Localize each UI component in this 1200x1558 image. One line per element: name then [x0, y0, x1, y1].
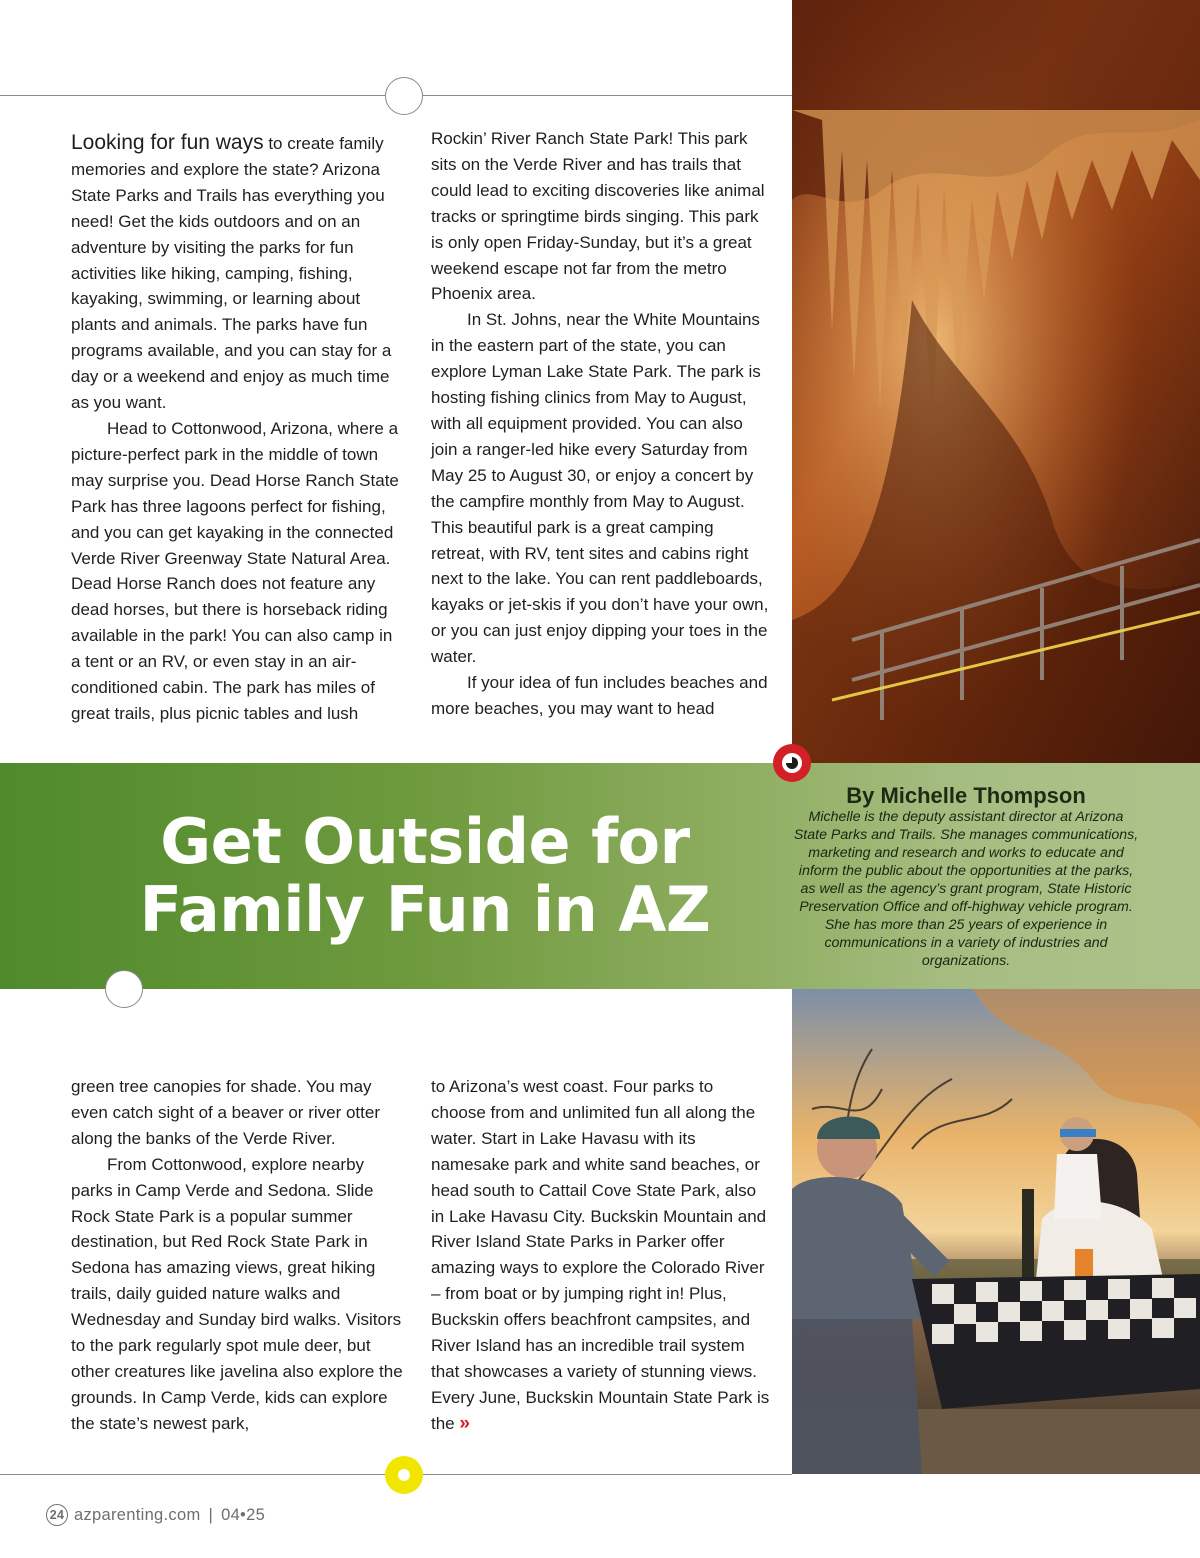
article-paragraph: In St. Johns, near the White Mountains in the eastern part of the state, you can explore Lyman Lake State Park. The park is hosting fishing clinics from May to August, with all equipment provided. You can also join a ranger-led hike every Saturday from May 25 to August 30, or enjoy a concert by the campfire monthly from May to August. This beautiful park is a great camping retreat, with RV, tent sites and cabins right next to the lake. You can rent paddleboards, kayaks or jet-skis if you don’t have your own, or you can just enjoy dipping your toes in the water.: [431, 310, 769, 667]
footer-site-link[interactable]: azparenting.com: [74, 1505, 201, 1524]
article-paragraph: Head to Cottonwood, Arizona, where a picture-perfect park in the middle of town may surprise you. Dead Horse Ranch State Park has three lagoons perfect for fishing, and you can get kayaking in the connected Verde River Greenway State Natural Area. Dead Horse Ranch does not feature any dead horses, but there is horseback riding available in the park! You can also camp in a tent or an RV, or even stay in an air-conditioned cabin. The park has miles of great trails, plus picnic tables and lush: [71, 418, 399, 723]
decorative-ring-top: [385, 77, 423, 115]
article-column-2-bottom: [431, 1074, 771, 1437]
article-paragraph: From Cottonwood, explore nearby parks in Camp Verde and Sedona. Slide Rock State Park is a popular summer destination, but Red Rock State Park in Sedona has amazing views, great hiking trails, daily guided nature walks and Wednesday and Sunday bird walks. Visitors to the park regularly spot mule deer, but other creatures like javelina also explore the grounds. In Camp Verde, kids can explore the state’s newest park,: [71, 1154, 403, 1433]
article-paragraph: green tree canopies for shade. You may even catch sight of a beaver or river otter along the banks of the Verde River.: [71, 1077, 380, 1148]
decorative-red-dot: [773, 744, 811, 782]
page-number: 24: [46, 1504, 68, 1526]
family-picnic-photo: [792, 989, 1200, 1474]
author-bio: Michelle is the deputy assistant director at Arizona State Parks and Trails. She manages communications, marketing and research and works to educate and inform the public about the opportunities at the parks, as well as the agency’s grant program, State Historic Preservation Office and off-highway vehicle program. She has more than 25 years of experience in communications in a variety of industries and organizations.: [793, 809, 1139, 969]
page-footer: [46, 1504, 265, 1526]
decorative-yellow-dot: [385, 1456, 423, 1494]
author-byline: By Michelle Thompson: [846, 783, 1086, 808]
article-paragraph: to Arizona’s west coast. Four parks to choose from and unlimited fun all along the water. Start in Lake Havasu with its namesake park and white sand beaches, or head south to Cattail Cove State Park, also in Lake Havasu City. Buckskin Mountain and River Island State Parks in Parker offer amazing ways to explore the Colorado River – from boat or by jumping right in! Plus, Buckskin offers beachfront campsites, and River Island has an incredible trail system that showcases a variety of stunning views. Every June, Buckskin Mountain State Park is the »: [431, 1077, 770, 1434]
footer-issue-date: 04•25: [221, 1505, 266, 1524]
article-paragraph: Looking for fun ways to create family memories and explore the state? Arizona State Parks and Trails has everything you need! Get the kids outdoors and on an adventure by visiting the parks for fun activities like hiking, camping, fishing, kayaking, swimming, or learning about plants and animals. The parks have fun programs available, and you can stay for a day or a weekend and enjoy as much time as you want.: [71, 131, 392, 413]
article-paragraph: If your idea of fun includes beaches and more beaches, you may want to head: [431, 673, 768, 718]
article-column-2-top: [431, 126, 771, 722]
decorative-ring-middle: [105, 970, 143, 1008]
continue-arrow-icon: »: [459, 1412, 470, 1434]
article-column-1-bottom: [71, 1074, 406, 1437]
article-headline: Get Outside for Family Fun in AZ: [139, 805, 711, 946]
lead-in: Looking for fun ways: [71, 131, 264, 154]
footer-separator: |: [208, 1505, 214, 1524]
cave-photo: [792, 0, 1200, 763]
article-column-1-top: [71, 130, 406, 727]
article-paragraph: Rockin’ River Ranch State Park! This park sits on the Verde River and has trails that could lead to exciting discoveries like animal tracks or springtime birds singing. This park is only open Friday-Sunday, but it’s a great weekend escape not far from the metro Phoenix area.: [431, 129, 765, 304]
